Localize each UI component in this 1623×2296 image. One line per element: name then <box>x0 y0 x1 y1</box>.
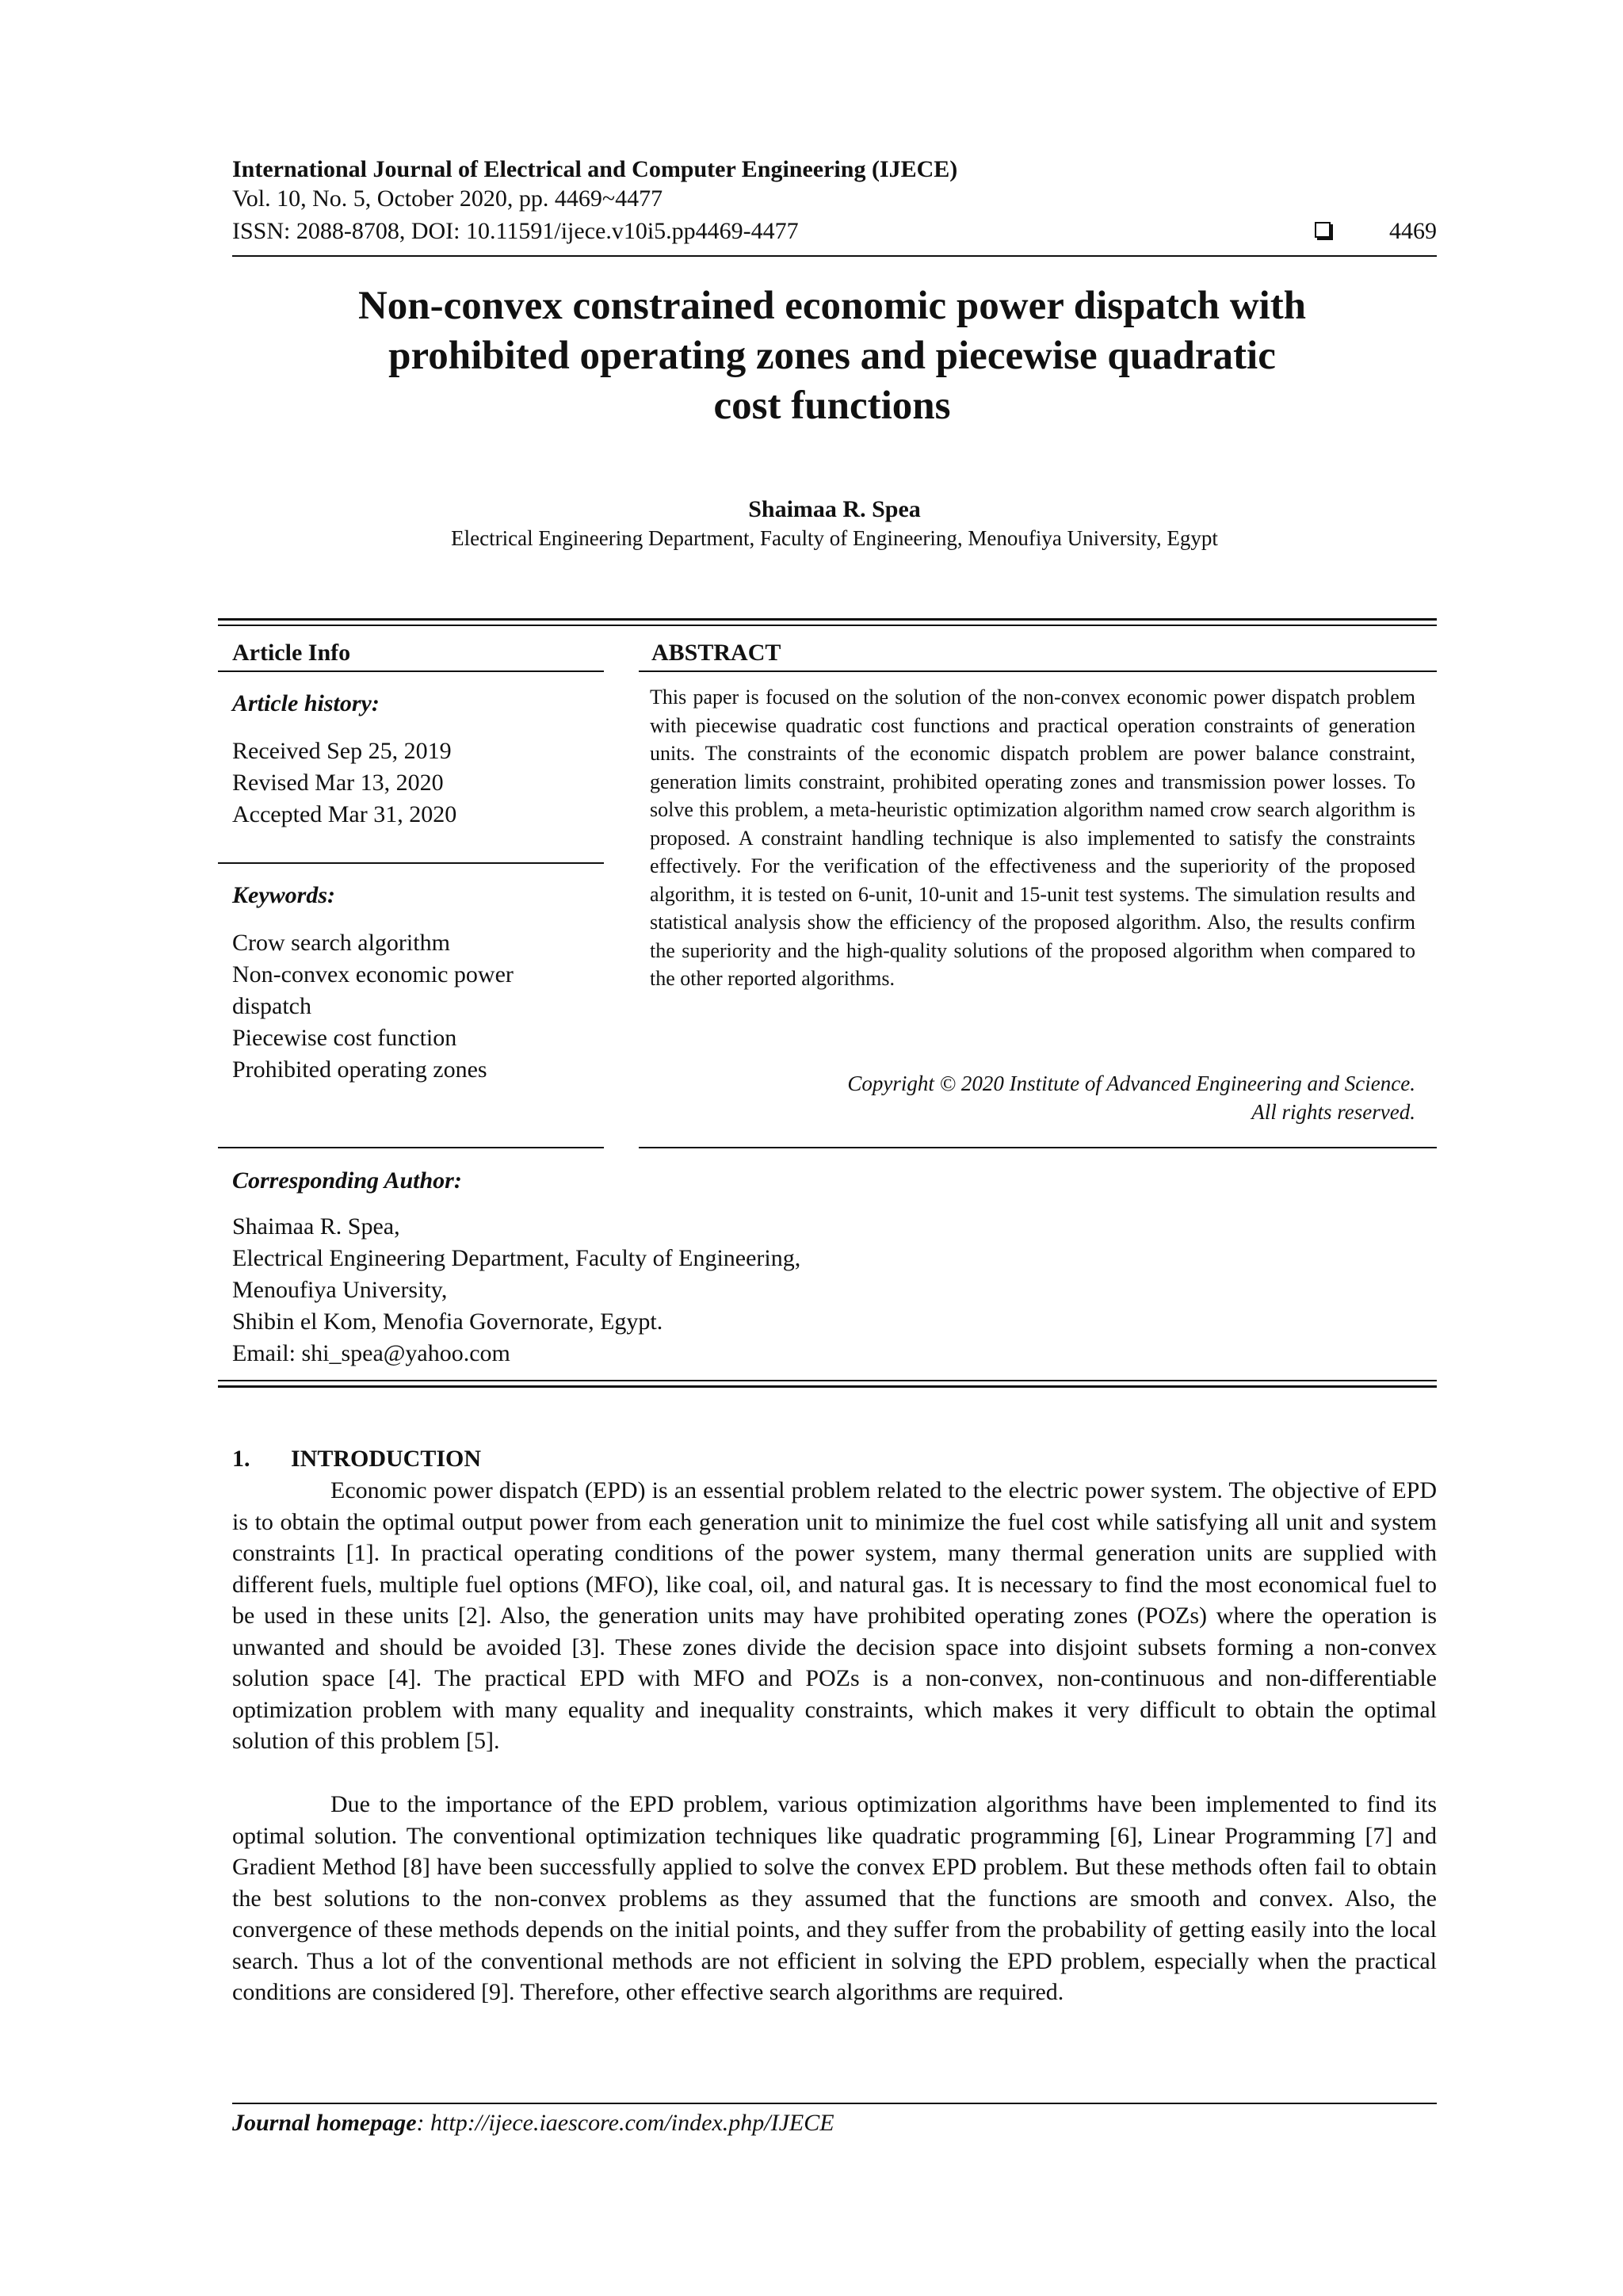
revised-date: Revised Mar 13, 2020 <box>232 770 444 796</box>
article-info-rule <box>218 670 604 672</box>
abstract-bottom-rule <box>639 1147 1437 1148</box>
checkbox-square-icon <box>1315 222 1331 238</box>
ca-name: Shaimaa R. Spea, <box>232 1213 400 1240</box>
keyword-item: Non-convex economic power <box>232 961 514 988</box>
keyword-item: Crow search algorithm <box>232 930 450 956</box>
section-number: 1. <box>232 1446 250 1472</box>
corresponding-author-heading: Corresponding Author: <box>232 1167 462 1194</box>
intro-paragraph-1: Economic power dispatch (EPD) is an essential problem related to the electric power system. The objective of EPD is to obtain the optimal output power from each generation unit to minimize the fuel cost while satisfying all unit and system constraints [1]. In practical operating conditions of the power system, many thermal generation units are supplied with different fuels, multiple fuel options (MFO), like coal, oil, and natural gas. It is necessary to find the most economical fuel to be used in these units [2]. Also, the generation units may have prohibited operating zones (POZs) where the operation is unwanted and should be avoided [3]. These zones divide the decision space into disjoint subsets forming a non-convex solution space [4]. The practical EPD with MFO and POZs is a non-convex, non-continuous and non-differentiable optimization problem with many equality and inequality constraints, which makes it very difficult to obtain the optimal solution of this problem [5]. <box>232 1477 1437 1754</box>
keywords-rule <box>218 1147 604 1148</box>
title-line-3: cost functions <box>713 384 951 428</box>
section-title: INTRODUCTION <box>291 1446 482 1472</box>
infobox-top-rule <box>218 618 1437 621</box>
keyword-item: Piecewise cost function <box>232 1025 457 1051</box>
keywords-list <box>232 927 514 1086</box>
header-rule <box>232 255 1437 257</box>
footer-rule <box>232 2103 1437 2104</box>
article-info-heading: Article Info <box>232 640 351 666</box>
author-affiliation: Electrical Engineering Department, Faculty of Engineering, Menoufiya University, Egypt <box>451 526 1218 550</box>
journal-name: International Journal of Electrical and Computer Engineering (IJECE) <box>232 156 958 182</box>
article-history-list <box>232 735 456 831</box>
abstract-rule <box>639 670 1437 672</box>
infobox-top-rule-2 <box>218 625 1437 626</box>
abstract-text: This paper is focused on the solution of the non-convex economic power dispatch problem with piecewise quadratic cost functions and practical operation constraints of generation units. The constraints of the economic dispatch problem are power balance constraint, generation limits constraint, prohibited operating zones and transmission power losses. To solve this problem, a meta-heuristic optimization algorithm named crow search algorithm is proposed. A constraint handling technique is also implemented to satisfy the constraints effectively. For the verification of the effectiveness and the superiority of the proposed algorithm, it is tested on 6-unit, 10-unit and 15-unit test systems. The simulation results and statistical analysis show the efficiency of the proposed algorithm. Also, the results confirm the superiority and the high-quality solutions of the proposed algorithm when compared to the other reported algorithms. <box>650 686 1415 990</box>
history-rule <box>218 862 604 864</box>
author-name: Shaimaa R. Spea <box>748 496 921 522</box>
journal-homepage-link[interactable]: : http://ijece.iaescore.com/index.php/IJECE <box>416 2110 834 2136</box>
ca-email: Email: shi_spea@yahoo.com <box>232 1340 510 1366</box>
journal-homepage-footer <box>232 2109 834 2137</box>
infobox-bottom-rule-2 <box>218 1385 1437 1388</box>
received-date: Received Sep 25, 2019 <box>232 738 452 764</box>
article-history-heading: Article history: <box>232 690 380 716</box>
intro-paragraph-2: Due to the importance of the EPD problem, various optimization algorithms have been implemented to find its optimal solution. The conventional optimization techniques like quadratic programming [6], Linear Programming [7] and Gradient Method [8] have been successfully applied to solve the convex EPD problem. But these methods often fail to obtain the best solutions to the non-convex problems as they assumed that the functions are smooth and convex. Also, the convergence of these methods depends on the initial points, and they suffer from the probability of getting easily into the local search. Thus a lot of the conventional methods are not efficient in solving the EPD problem, especially when the practical conditions are considered [9]. Therefore, other effective search algorithms are required. <box>232 1791 1437 2005</box>
accepted-date: Accepted Mar 31, 2020 <box>232 801 457 827</box>
keyword-item: dispatch <box>232 993 311 1019</box>
title-line-2: prohibited operating zones and piecewise quadratic <box>388 334 1276 378</box>
ca-department: Electrical Engineering Department, Faculty of Engineering, <box>232 1245 801 1271</box>
corresponding-author-details <box>232 1211 800 1370</box>
abstract-heading: ABSTRACT <box>651 640 781 666</box>
ca-address: Shibin el Kom, Menofia Governorate, Egypt. <box>232 1308 663 1335</box>
title-line-1: Non-convex constrained economic power dispatch with <box>357 284 1307 328</box>
introduction-heading <box>232 1445 481 1473</box>
footer-label: Journal homepage <box>232 2110 417 2136</box>
issn-line: ISSN: 2088-8708, DOI: 10.11591/ijece.v10i5.pp4469-4477 <box>232 218 799 244</box>
copyright-line-1: Copyright © 2020 Institute of Advanced Engineering and Science. <box>847 1072 1415 1095</box>
copyright-line-2: All rights reserved. <box>1251 1100 1415 1124</box>
paper-title <box>262 281 1403 431</box>
ca-university: Menoufiya University, <box>232 1277 448 1303</box>
infobox-bottom-rule <box>218 1380 1437 1381</box>
copyright-notice <box>650 1069 1415 1126</box>
page-number: 4469 <box>1389 218 1437 244</box>
keywords-heading: Keywords: <box>232 882 335 908</box>
volume-line: Vol. 10, No. 5, October 2020, pp. 4469~4477 <box>232 185 663 212</box>
keyword-item: Prohibited operating zones <box>232 1056 487 1083</box>
